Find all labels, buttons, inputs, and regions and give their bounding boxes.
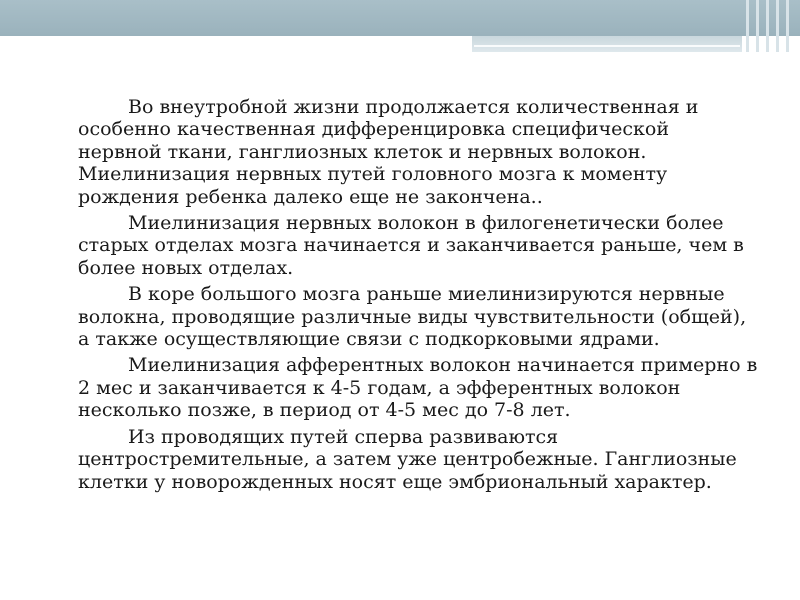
corner-bar xyxy=(766,0,769,52)
slide-body xyxy=(78,96,758,497)
corner-decoration xyxy=(742,0,800,52)
corner-bar xyxy=(746,0,749,52)
header-strip-white xyxy=(0,36,472,50)
paragraph: В коре большого мозга раньше миелинизируются нервные волокна, проводящие различные виды чувствительности (общей), а также осуществляющие связи с подкорковыми ядрами. xyxy=(78,283,747,351)
header-strip-accent xyxy=(472,36,742,52)
corner-bar xyxy=(786,0,789,52)
header-rule xyxy=(474,45,740,47)
paragraph: Во внеутробной жизни продолжается количественная и особенно качественная дифференцировка специфической нервной ткани, ганглиозных клеток и нервных волокон. Миелинизация нервных путей головного мозга к моменту рождения ребенка далеко еще не закончена.. xyxy=(78,96,699,208)
paragraph: Миелинизация афферентных волокон начинается примерно в 2 мес и заканчивается к 4-5 годам, а эфферентных волокон несколько позже, в период от 4-5 мес до 7-8 лет. xyxy=(78,354,758,422)
header-band xyxy=(0,0,800,36)
paragraph: Из проводящих путей сперва развиваются центростремительные, а затем уже центробежные. Ганглиозные клетки у новорожденных носят еще эмбриональный характер. xyxy=(78,425,737,493)
paragraph: Миелинизация нервных волокон в филогенетически более старых отделах мозга начинается и заканчивается раньше, чем в более новых отделах. xyxy=(78,212,744,279)
corner-bar xyxy=(756,0,759,52)
corner-bar xyxy=(776,0,779,52)
